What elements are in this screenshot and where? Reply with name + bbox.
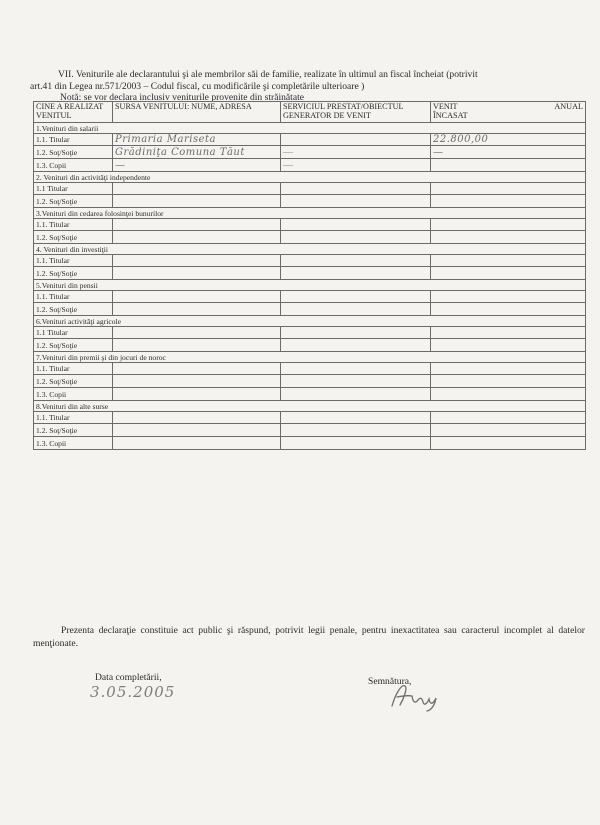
amount-cell <box>431 363 586 375</box>
amount-cell <box>431 231 586 244</box>
service-cell <box>281 339 431 352</box>
section-title: 4. Venituri din investiţii <box>34 244 586 255</box>
row-label: 1.1. Titular <box>34 255 113 267</box>
section-title: 5.Venituri din pensii <box>34 280 586 291</box>
header-service: SERVICIUL PRESTAT/OBIECTUL GENERATOR DE VENIT <box>281 102 431 123</box>
section-heading <box>30 69 585 92</box>
foreign-income-note: Notă: se vor declara inclusiv veniturile provenite din străinătate <box>60 92 305 103</box>
section-title-row <box>34 208 586 219</box>
amount-cell <box>431 303 586 316</box>
amount-cell <box>431 291 586 303</box>
income-row <box>34 195 586 208</box>
row-label: 1.3. Copii <box>34 159 113 172</box>
heading-line-1: VII. Veniturile ale declarantului şi ale membrilor săi de familie, realizate în ultimul an fiscal încheiat (potrivit <box>58 69 478 80</box>
service-cell: — <box>281 146 431 159</box>
table-header-row <box>34 102 586 123</box>
section-title-row <box>34 280 586 291</box>
row-label: 1.2. Soţ/Soţie <box>34 231 113 244</box>
section-title: 7.Venituri din premii şi din jocuri de noroc <box>34 352 586 363</box>
income-row <box>34 291 586 303</box>
row-label: 1.2. Soţ/Soţie <box>34 195 113 208</box>
amount-cell <box>431 183 586 195</box>
amount-cell <box>431 388 586 401</box>
amount-cell <box>431 159 586 172</box>
amount-cell <box>431 327 586 339</box>
income-row <box>34 267 586 280</box>
income-row <box>34 437 586 450</box>
amount-cell <box>431 424 586 437</box>
income-row <box>34 255 586 267</box>
service-cell <box>281 291 431 303</box>
income-row <box>34 363 586 375</box>
section-title: 3.Venituri din cedarea folosinţei bunurilor <box>34 208 586 219</box>
row-label: 1.2. Soţ/Soţie <box>34 146 113 159</box>
income-source-cell: Grădiniţa Comuna Tăut <box>113 146 281 159</box>
amount-cell <box>431 339 586 352</box>
row-label: 1.1 Titular <box>34 183 113 195</box>
row-label: 1.2. Soţ/Soţie <box>34 424 113 437</box>
income-source-cell: — <box>113 159 281 172</box>
income-source-cell: Primaria Mariseta <box>113 134 281 146</box>
date-label: Data completării, <box>95 672 162 683</box>
row-label: 1.1. Titular <box>34 134 113 146</box>
service-cell <box>281 134 431 146</box>
income-source-cell <box>113 183 281 195</box>
header-amount-anual: ANUAL <box>554 102 583 111</box>
service-cell <box>281 183 431 195</box>
header-amount <box>431 102 586 123</box>
header-who: CINE A REALIZAT VENITUL <box>34 102 113 123</box>
income-source-cell <box>113 437 281 450</box>
amount-cell: — <box>431 146 586 159</box>
service-cell <box>281 255 431 267</box>
service-cell <box>281 388 431 401</box>
section-title-row <box>34 316 586 327</box>
row-label: 1.1. Titular <box>34 291 113 303</box>
row-label: 1.2. Soţ/Soţie <box>34 267 113 280</box>
service-cell <box>281 267 431 280</box>
amount-cell <box>431 437 586 450</box>
income-source-cell <box>113 339 281 352</box>
income-source-cell <box>113 219 281 231</box>
income-row <box>34 231 586 244</box>
income-row <box>34 375 586 388</box>
section-title-row <box>34 244 586 255</box>
section-title-row <box>34 401 586 412</box>
amount-cell <box>431 219 586 231</box>
service-cell <box>281 412 431 424</box>
income-source-cell <box>113 231 281 244</box>
income-source-cell <box>113 255 281 267</box>
amount-cell <box>431 267 586 280</box>
section-title: 2. Venituri din activităţi independente <box>34 172 586 183</box>
income-source-cell <box>113 195 281 208</box>
income-row <box>34 327 586 339</box>
service-cell: — <box>281 159 431 172</box>
section-title-row <box>34 123 586 134</box>
amount-cell <box>431 412 586 424</box>
heading-line-2: art.41 din Legea nr.571/2003 – Codul fiscal, cu modificările şi completările ulterioare ) <box>30 80 365 92</box>
income-source-cell <box>113 375 281 388</box>
handwritten-date: 3.05.2005 <box>90 683 176 701</box>
service-cell <box>281 219 431 231</box>
income-source-cell <box>113 363 281 375</box>
income-row <box>34 424 586 437</box>
header-amount-incasat: ÎNCASAT <box>433 111 468 120</box>
income-row <box>34 146 586 159</box>
service-cell <box>281 363 431 375</box>
income-row <box>34 339 586 352</box>
income-row <box>34 303 586 316</box>
section-title-row <box>34 172 586 183</box>
service-cell <box>281 375 431 388</box>
income-source-cell <box>113 424 281 437</box>
income-source-cell <box>113 412 281 424</box>
service-cell <box>281 195 431 208</box>
row-label: 1.2. Soţ/Soţie <box>34 303 113 316</box>
signature-label: Semnătura, <box>368 676 412 687</box>
row-label: 1.1. Titular <box>34 219 113 231</box>
amount-cell: 22.800,00 <box>431 134 586 146</box>
row-label: 1.2. Soţ/Soţie <box>34 375 113 388</box>
income-row <box>34 388 586 401</box>
service-cell <box>281 424 431 437</box>
section-title: 6.Venituri activităţi agricole <box>34 316 586 327</box>
row-label: 1.1. Titular <box>34 363 113 375</box>
income-row <box>34 159 586 172</box>
income-source-cell <box>113 267 281 280</box>
amount-cell <box>431 255 586 267</box>
income-source-cell <box>113 388 281 401</box>
amount-cell <box>431 195 586 208</box>
row-label: 1.1. Titular <box>34 412 113 424</box>
row-label: 1.2. Soţ/Soţie <box>34 339 113 352</box>
service-cell <box>281 327 431 339</box>
header-amount-venit: VENIT <box>433 102 458 111</box>
handwritten-signature <box>386 678 456 712</box>
income-table-body <box>34 123 586 450</box>
service-cell <box>281 437 431 450</box>
section-title: 1.Venituri din salarii <box>34 123 586 134</box>
section-title: 8.Venituri din alte surse <box>34 401 586 412</box>
service-cell <box>281 303 431 316</box>
legal-statement: Prezenta declaraţie constituie act public şi răspund, potrivit legii penale, pentru inexactitatea sau caracterul incomplet al datelor menţionate. <box>33 625 585 649</box>
income-row <box>34 412 586 424</box>
row-label: 1.3. Copii <box>34 388 113 401</box>
income-row <box>34 219 586 231</box>
income-source-cell <box>113 327 281 339</box>
income-table <box>33 101 586 450</box>
income-source-cell <box>113 291 281 303</box>
row-label: 1.3. Copii <box>34 437 113 450</box>
row-label: 1.1 Titular <box>34 327 113 339</box>
income-row <box>34 183 586 195</box>
header-source: SURSA VENITULUI: NUME, ADRESA <box>113 102 281 123</box>
income-row <box>34 134 586 146</box>
service-cell <box>281 231 431 244</box>
income-source-cell <box>113 303 281 316</box>
section-title-row <box>34 352 586 363</box>
amount-cell <box>431 375 586 388</box>
